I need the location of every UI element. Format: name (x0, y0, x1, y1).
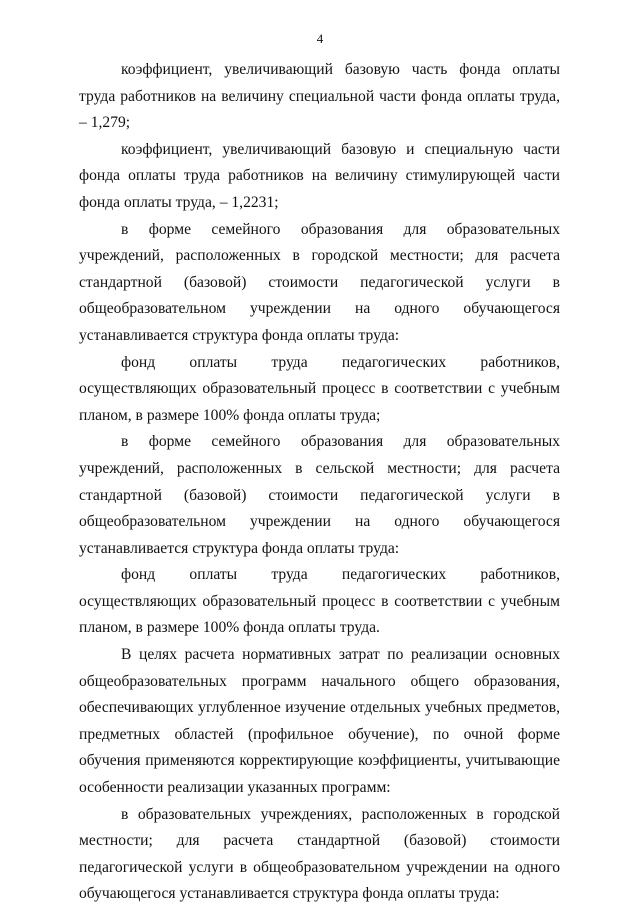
paragraph-urban-institutions: в образовательных учреждениях, расположенных в городской местности; для расчета стандартной (базовой) стоимости педагогической услуги в общеобразовательном учреждении на одного обучающегося устанавливается структура фонда оплаты труда: (79, 805, 560, 903)
paragraph-family-education-urban: в форме семейного образования для образовательных учреждений, расположенных в городской местности; для расчета стандартной (базовой) стоимости педагогической услуги в общеобразовательном учреждении на одного обучающегося устанавливается структура фонда оплаты труда: (79, 220, 560, 344)
paragraph-coefficient-base: коэффициент, увеличивающий базовую часть фонда оплаты труда работников на величину специальной части фонда оплаты труда, – 1,279; (79, 61, 560, 132)
paragraph-correction-coefficients: В целях расчета нормативных затрат по реализации основных общеобразовательных программ начального общего образования, обеспечивающих углубленное изучение отдельных учебных предметов, предметных областей (профильное обучение), по очной форме обучения применяются корректирующие коэффициенты, учитывающие особенности реализации указанных программ: (79, 646, 560, 797)
page-number: 4 (316, 31, 324, 46)
paragraph-payroll-rural: фонд оплаты труда педагогических работников, осуществляющих образовательный процесс в соответствии с учебным планом, в размере 100% фонда оплаты труда. (79, 566, 560, 637)
document-body (79, 57, 560, 908)
paragraph-payroll-urban: фонд оплаты труда педагогических работников, осуществляющих образовательный процесс в соответствии с учебным планом, в размере 100% фонда оплаты труда; (79, 353, 560, 424)
paragraph-family-education-rural: в форме семейного образования для образовательных учреждений, расположенных в сельской местности; для расчета стандартной (базовой) стоимости педагогической услуги в общеобразовательном учреждении на одного обучающегося устанавливается структура фонда оплаты труда: (79, 433, 560, 557)
paragraph-coefficient-special: коэффициент, увеличивающий базовую и специальную части фонда оплаты труда работников на величину стимулирующей части фонда оплаты труда, – 1,2231; (79, 140, 560, 211)
